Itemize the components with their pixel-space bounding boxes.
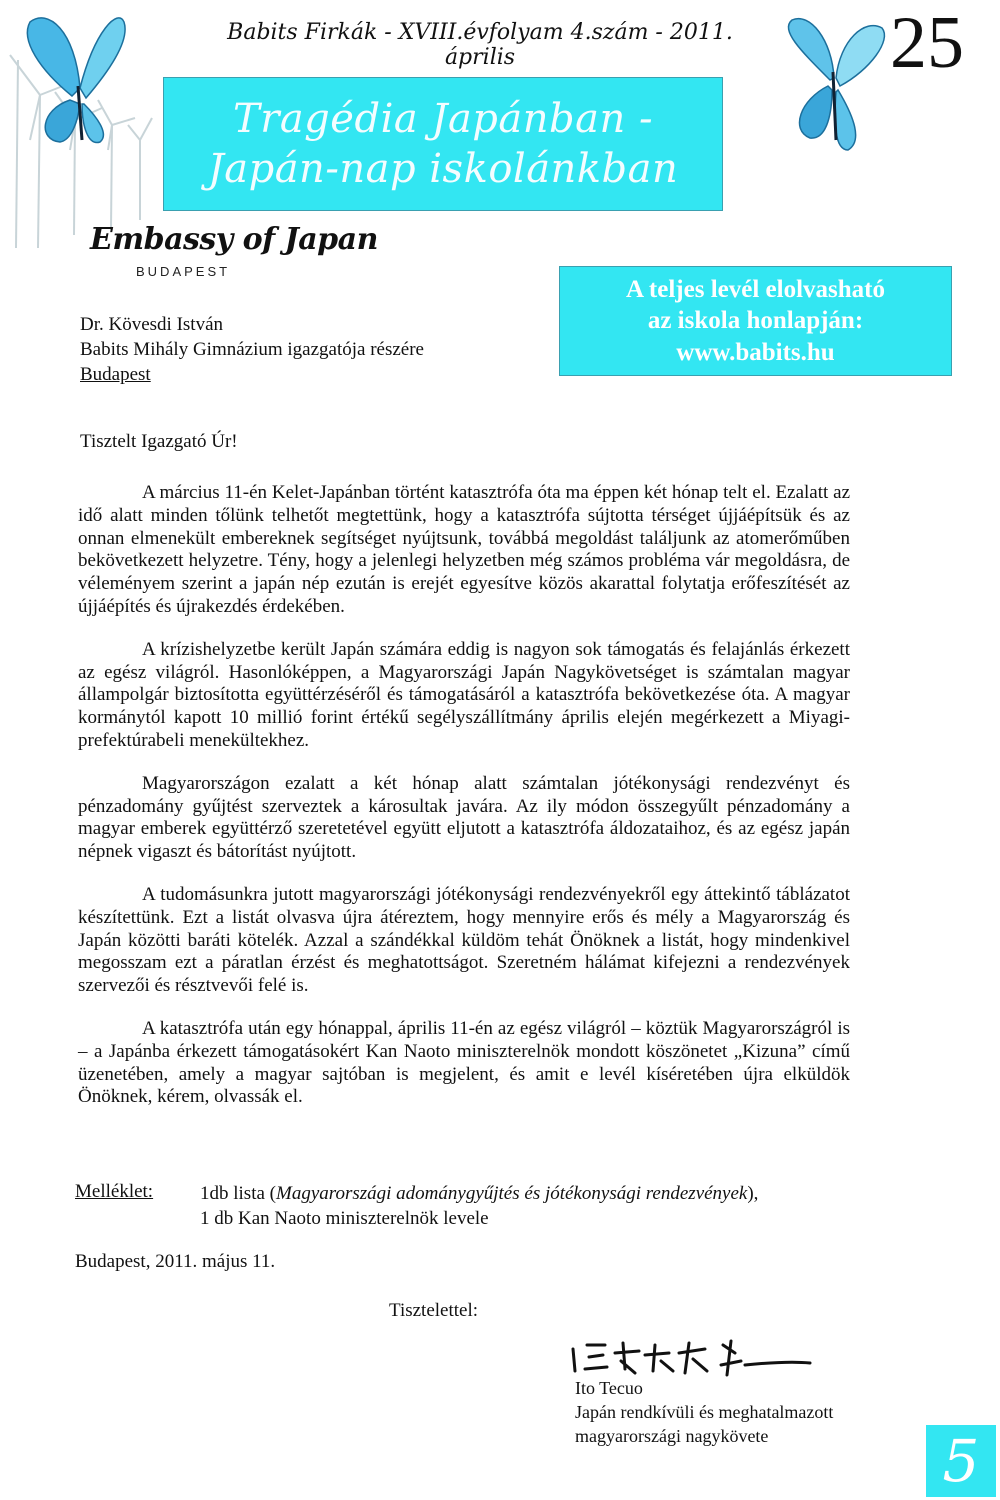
signer-name: Ito Tecuo — [575, 1378, 643, 1398]
butterfly-turbines-icon — [0, 0, 180, 250]
recipient-address — [80, 312, 424, 387]
attachment-item-1-suffix: ), — [747, 1183, 759, 1204]
signer-title-1: Japán rendkívüli és meghatalmazott — [575, 1402, 834, 1422]
embassy-logo: Embassy of Japan — [90, 222, 378, 257]
article-title-box — [163, 77, 723, 211]
paragraph-2: A krízishelyzetbe került Japán számára eddig is nagyon sok támogatás és felajánlás érkezett az egész világról. Hasonlóképpen, a Magyarországi Japán Nagykövetséget is számtalan magyar állampolgár biztosította együttérzéséről és támogatásáról a katasztrófa bekövetkezése óta. A magyar kormánytól kapott 10 millió forint értékű segélyszállítmány április elején megérkezett a Miyagi-prefektúrabeli menekültekhez. — [78, 638, 850, 751]
website-notice-box — [559, 266, 952, 376]
article-title-line-2: Japán-nap iskolánkban — [207, 146, 679, 192]
place-date: Budapest, 2011. május 11. — [75, 1251, 276, 1272]
letter-body — [78, 482, 850, 1127]
attachment-item-1-prefix: 1db lista ( — [200, 1183, 276, 1204]
butterfly-icon — [770, 10, 900, 160]
recipient-city: Budapest — [80, 364, 151, 385]
signer-block — [575, 1376, 833, 1448]
page-number-box — [926, 1425, 996, 1497]
embassy-city: BUDAPEST — [136, 264, 231, 279]
attachment-item-2: 1 db Kan Naoto miniszterelnök levele — [200, 1208, 489, 1229]
attachment-item-1-title: Magyarországi adománygyűjtés és jótékonysági rendezvények — [276, 1183, 748, 1204]
page-box-number: 5 — [942, 1427, 980, 1495]
salutation: Tisztelt Igazgató Úr! — [80, 431, 238, 452]
closing: Tisztelettel: — [389, 1300, 479, 1321]
paragraph-3: Magyarországon ezalatt a két hónap alatt számtalan jótékonysági rendezvényt és pénzadomány gyűjtést szerveztek a károsultak javára. Az ily módon összegyűlt pénzadomány a magyar emberek együttérző szeretetével együtt eljutott a katasztrófa áldozataihoz, és az egész japán népnek vigaszt és bátorítást nyújtott. — [78, 772, 850, 863]
recipient-name: Dr. Kövesdi István — [80, 314, 224, 335]
paragraph-5: A katasztrófa után egy hónappal, április 11-én az egész világról – köztük Magyarországról is – a Japánba érkezett támogatásokért Kan Naoto miniszterelnök mondott köszönetet „Kizuna” című üzenetében, amely a magyar sajtóban is megjelent, és amit e levél kíséretében újra elküldök Önöknek, kérem, olvassák el. — [78, 1017, 850, 1108]
notice-line-2: az iskola honlapján: — [647, 307, 864, 335]
page-number: 25 — [890, 2, 964, 84]
paragraph-4: A tudomásunkra jutott magyarországi jótékonysági rendezvényekről egy áttekintő táblázatot készítettünk. Ezt a listát olvasva újra átéreztem, hogy mennyire erős és mély a Magyarország és Japán közötti baráti kötelék. Azzal a szándékkal küldöm tehát Önöknek a listát, hogy mindenkivel megosszam ezt a páratlan érzést és meghatottságot. Szeretném hálámat kifejezni a rendezvények szervezői és résztvevői felé is. — [78, 883, 850, 997]
attachments-list — [200, 1181, 758, 1231]
paragraph-1: A március 11-én Kelet-Japánban történt katasztrófa óta ma éppen két hónap telt el. Ezalatt az idő alatt minden tőlünk telhetőt megtettünk, hogy a katasztrófa sújtotta térséget újjáépítsük és az onnan elmenekült embereknek segítséget nyújtsunk, továbbá megoldást találjunk az atomerőműben bekövetkezett helyzetre. Tény, hogy a jelenlegi helyzetben még számos probléma vár megoldásra, de véleményem szerint a japán nép ezután is erejét egyesítve közös akarattal folytatja erőfeszítését az újjáépítés és újrakezdés érdekében. — [78, 482, 850, 617]
signer-title-2: magyarországi nagykövete — [575, 1426, 769, 1446]
attachments-label: Melléklet: — [75, 1181, 154, 1202]
attachment-item-1 — [200, 1181, 758, 1206]
recipient-org: Babits Mihály Gimnázium igazgatója részére — [80, 339, 424, 360]
article-title-line-1: Tragédia Japánban - — [233, 96, 653, 142]
notice-url: www.babits.hu — [676, 338, 835, 366]
publication-header: Babits Firkák - XVIII.évfolyam 4.szám - 2011. április — [227, 20, 733, 70]
notice-line-1: A teljes levél elolvasható — [626, 276, 885, 304]
